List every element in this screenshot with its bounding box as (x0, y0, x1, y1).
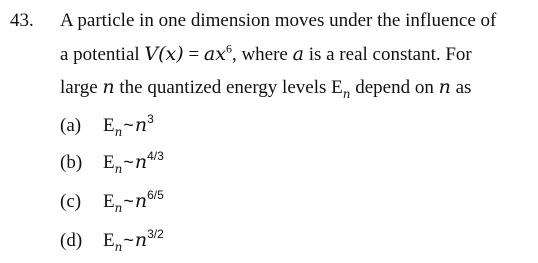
energy-subscript: n (114, 124, 123, 139)
constant-a: a (292, 43, 304, 65)
option-label: (c) (60, 191, 82, 212)
energy-symbol: E (103, 115, 115, 136)
potential-power: 6 (225, 41, 232, 56)
stem-text-3-suffix: depend on (350, 77, 439, 98)
exponent: 6/5 (147, 188, 164, 202)
option-d[interactable] (60, 229, 164, 252)
exponent: 3/2 (147, 227, 164, 241)
option-c[interactable] (60, 190, 164, 213)
energy-subscript: n (342, 86, 351, 101)
energy-symbol: E (103, 152, 115, 173)
variable-n-second: n (438, 76, 451, 98)
question-stem-line-3 (60, 76, 471, 99)
scaling-tilde: ~ (123, 230, 134, 250)
scaling-tilde: ~ (123, 191, 134, 211)
n-base: n (134, 151, 148, 173)
option-label: (a) (60, 115, 82, 136)
scaling-tilde: ~ (123, 152, 134, 172)
stem-text-3-end: as (450, 77, 472, 98)
stem-text-1: A particle in one dimension moves under the influence of (60, 10, 497, 31)
question-number: 43. (10, 10, 34, 31)
exponent: 4/3 (147, 149, 164, 163)
stem-text-2-suffix: , where (231, 44, 293, 65)
option-label: (b) (60, 152, 83, 173)
option-a[interactable] (60, 114, 154, 137)
n-base: n (134, 229, 148, 251)
equals-sign: = (183, 44, 204, 65)
energy-subscript: n (114, 161, 123, 176)
stem-text-3-middle: the quantized energy levels E (114, 77, 343, 98)
stem-text-3-prefix: large (60, 77, 103, 98)
question-stem-line-1 (60, 10, 496, 32)
scaling-tilde: ~ (123, 115, 134, 135)
energy-symbol: E (103, 191, 115, 212)
stem-text-2-prefix: a potential (60, 44, 145, 65)
energy-subscript: n (114, 239, 123, 254)
option-label: (d) (60, 230, 83, 251)
n-base: n (134, 114, 148, 136)
energy-symbol: E (103, 230, 115, 251)
energy-subscript: n (114, 200, 123, 215)
potential-expression: ax (203, 43, 226, 65)
potential-function: V(x) (144, 43, 184, 65)
exponent: 3 (147, 112, 154, 126)
question-stem-line-2 (60, 43, 472, 66)
variable-n: n (102, 76, 115, 98)
option-b[interactable] (60, 151, 164, 174)
stem-text-2-tail: is a real constant. For (303, 44, 472, 65)
n-base: n (134, 190, 148, 212)
